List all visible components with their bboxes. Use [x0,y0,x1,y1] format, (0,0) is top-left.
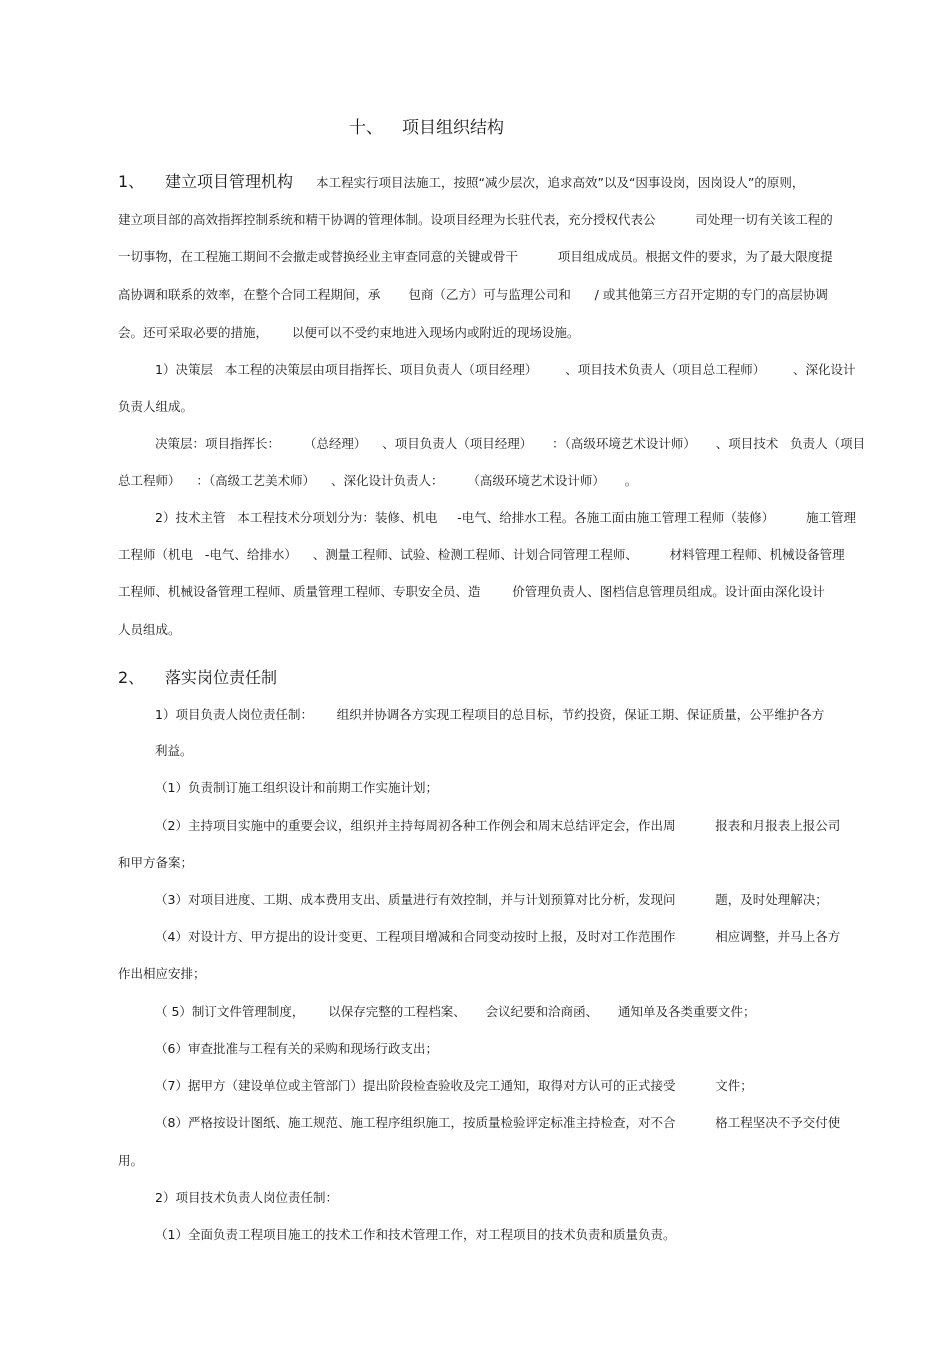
section-2-line: （8）严格按设计图纸、施工规范、施工程序组织施工，按质量检验评定标准主持检查，对不合 格工程坚决不予交付使 [155,1115,841,1130]
section-1-line: 一切事物，在工程施工期间不会撤走或替换经业主审查同意的关键或骨干 项目组成成员。根据文件的要求，为了最大限度提 [118,249,833,264]
section-1-heading: 建立项目管理机构 [165,172,294,191]
section-1-line: 总工程师） ：（高级工艺美术师） 、深化设计负责人： （高级环境艺术设计师） 。 [118,473,638,488]
section-1-line: 建立项目部的高效指挥控制系统和精干协调的管理体制。设项目经理为长驻代表，充分授权代表公 司处理一切有关该工程的 [118,212,833,227]
section-2-line: 2）项目技术负责人岗位责任制： [155,1190,338,1205]
section-2-line: （ 5）制订文件管理制度， 以保存完整的工程档案、 会议纪要和洽商函、 通知单及各类重要文件； [155,1004,756,1019]
section-2-line: （2）主持项目实施中的重要会议，组织并主持每周初各种工作例会和周末总结评定会，作出周 报表和月报表上报公司 [155,818,841,833]
section-2-line: 用。 [118,1153,144,1168]
title-number: 十、 [349,118,383,138]
section-1-line: 负责人组成。 [118,399,194,414]
section-2-line: 作出相应安排； [118,966,206,981]
page-title: 项目组织结构 [402,118,504,138]
section-2-line: （4）对设计方、甲方提出的设计变更、工程项目增减和合同变动按时上报，及时对工作范围作 相应调整，并马上各方 [155,929,841,944]
section-1-line: 工程师（机电 -电气、给排水） 、测量工程师、试验、检测工程师、计划合同管理工程师、 材料管理工程师、机械设备管理 [118,547,845,562]
section-2-line: 和甲方备案； [118,855,194,870]
section-2-line: （1）全面负责工程项目施工的技术工作和技术管理工作，对工程项目的技术负责和质量负责。 [155,1227,676,1242]
section-1-line: 高协调和联系的效率，在整个合同工程期间，承 包商（乙方）可与监理公司和 / 或其他第三方召开定期的专门的高层协调 [118,287,828,302]
section-2-line: （6）审查批准与工程有关的采购和现场行政支出； [155,1041,438,1056]
section-1-line: 2）技术主管 本工程技术分项划分为：装修、机电 -电气、给排水工程。各施工面由施工管理工程师（装修） 施工管理 [155,510,857,525]
section-1-line: 会。还可采取必要的措施， 以便可以不受约束地进入现场内或附近的现场设施。 [118,325,580,340]
section-2-heading: 落实岗位责任制 [165,668,278,687]
section-1-line: 本工程实行项目法施工，按照“减少层次，追求高效”以及“因事设岗，因岗设人”的原则， [316,175,805,190]
section-2-line: （1）负责制订施工组织设计和前期工作实施计划； [155,780,438,795]
section-1-line: 1）决策层 本工程的决策层由项目指挥长、项目负责人（项目经理） 、项目技术负责人（项目总工程师） 、深化设计 [155,362,856,377]
section-1-line: 决策层：项目指挥长： （总经理） 、项目负责人（项目经理） ：（高级环境艺术设计师） 、项目技术 负责人（项目 [155,436,866,451]
section-2-line: 利益。 [155,743,193,758]
section-1-number: 1、 [118,172,145,191]
section-2-number: 2、 [118,668,145,687]
section-1-line: 人员组成。 [118,622,181,637]
section-1-line: 工程师、机械设备管理工程师、质量管理工程师、专职安全员、造 价管理负责人、图档信息管理员组成。设计面由深化设计 [118,584,825,599]
section-2-line: 1）项目负责人岗位责任制： 组织并协调各方实现工程项目的总目标，节约投资，保证工期、保证质量，公平维护各方 [155,707,825,722]
section-2-line: （3）对项目进度、工期、成本费用支出、质量进行有效控制，并与计划预算对比分析，发现问 题，及时处理解决； [155,892,828,907]
section-2-line: （7）据甲方（建设单位或主管部门）提出阶段检查验收及完工通知，取得对方认可的正式接受 文件； [155,1078,753,1093]
